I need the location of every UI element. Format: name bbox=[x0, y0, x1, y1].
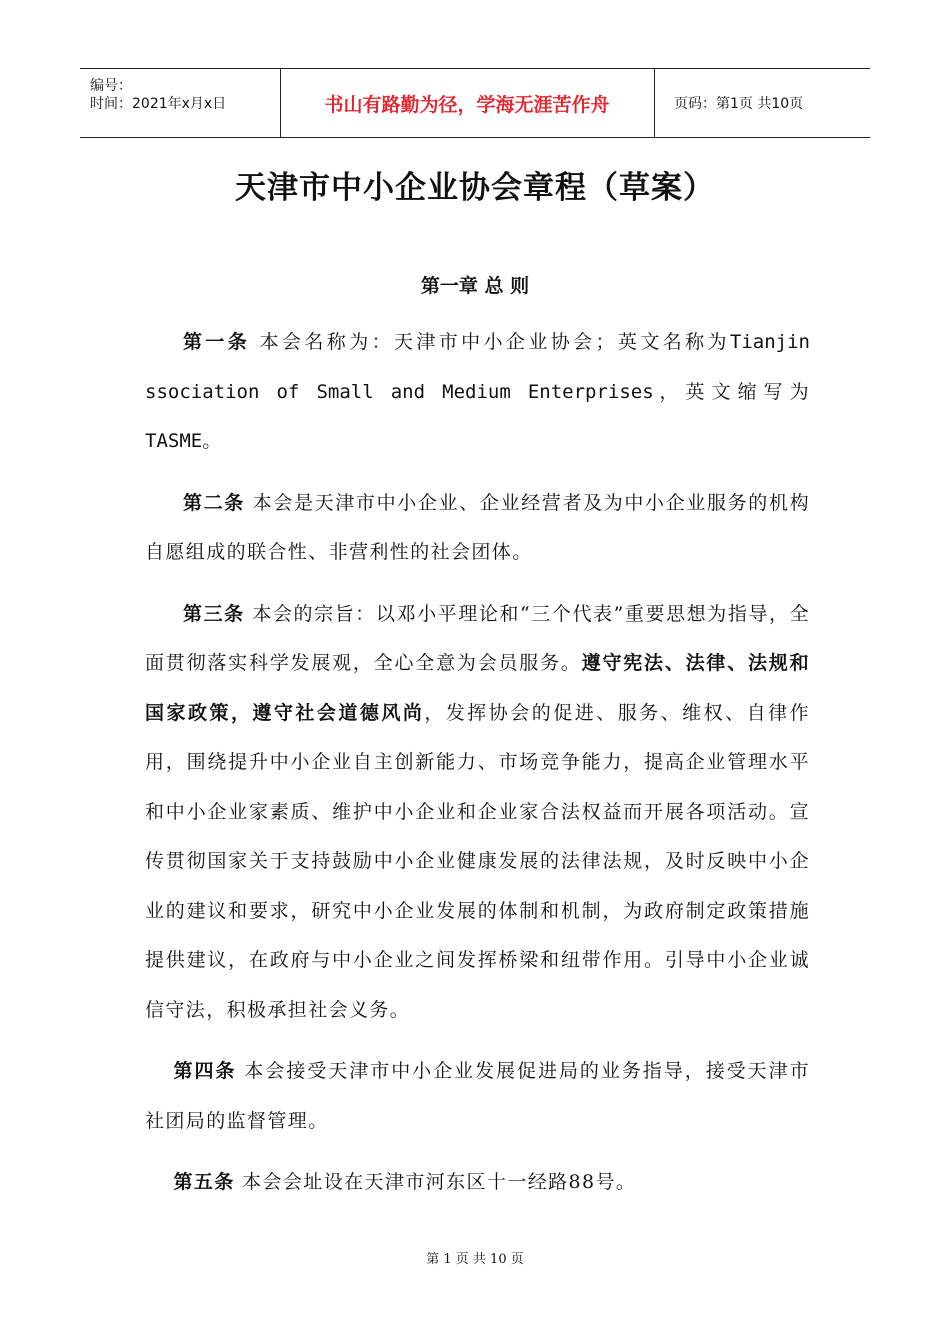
article-4 bbox=[145, 1047, 810, 1146]
document-body bbox=[145, 318, 810, 1208]
header-divider bbox=[654, 69, 655, 137]
header-divider bbox=[280, 69, 281, 137]
header-table bbox=[80, 68, 870, 138]
article-lead: 第五条 bbox=[173, 1171, 235, 1193]
header-number-label: 编号： bbox=[90, 78, 132, 94]
article-text: 本会会址设在天津市河东区十一经路88号。 bbox=[242, 1171, 637, 1193]
article-text-latin: TASME bbox=[145, 430, 203, 452]
article-1 bbox=[145, 318, 810, 467]
header-motto: 书山有路勤为径，学海无涯苦作舟 bbox=[324, 93, 610, 116]
article-text: 本会接受天津市中小企业发展促进局的业务指导，接受天津市社团局的监督管理。 bbox=[145, 1060, 810, 1132]
article-text: 。 bbox=[202, 430, 223, 452]
document-title: 天津市中小企业协会章程（草案） bbox=[235, 170, 715, 206]
page-footer: 第 1 页 共 10 页 bbox=[426, 1252, 524, 1267]
article-text-bold: 遵守宪法、法律、法规和国家政策，遵守社会道德风尚 bbox=[145, 652, 811, 724]
article-text-latin: Tianjin ssociation of Small and Medium Enterprises bbox=[145, 331, 810, 403]
article-text: ，英文缩写为 bbox=[653, 380, 811, 403]
article-lead: 第二条 bbox=[183, 491, 245, 514]
chapter-heading: 第一章 总 则 bbox=[420, 275, 530, 297]
article-lead: 第四条 bbox=[173, 1060, 237, 1082]
article-5 bbox=[145, 1158, 810, 1208]
article-2 bbox=[145, 479, 810, 578]
article-text: 本会的宗旨：以邓小平理论和“三个代表”重要思想为指导，全面贯彻落实科学发展观，全心全意为会员服务。 bbox=[145, 602, 810, 674]
header-page-text: 页码：第1页 共10页 bbox=[674, 96, 804, 112]
article-text: 本会是天津市中小企业、企业经营者及为中小企业服务的机构自愿组成的联合性、非营利性的社会团体。 bbox=[145, 491, 811, 563]
article-lead: 第一条 bbox=[183, 331, 251, 353]
article-text: ，发挥协会的促进、服务、维权、自律作用，围绕提升中小企业自主创新能力、市场竞争能力，提高企业管理水平和中小企业家素质、维护中小企业和企业家合法权益而开展各项活动。宣传贯彻国家关于支持鼓励中小企业健康发展的法律法规，及时反映中小企业的建议和要求，研究中小企业发展的体制和机制，为政府制定政策措施提供建议，在政府与中小企业之间发挥桥梁和纽带作用。引导中小企业诚信守法，积极承担社会义务。 bbox=[145, 701, 810, 1021]
header-meta-cell bbox=[80, 69, 280, 137]
article-text: 本会名称为：天津市中小企业协会；英文名称为 bbox=[259, 331, 730, 353]
article-lead: 第三条 bbox=[183, 602, 245, 625]
article-3 bbox=[145, 590, 810, 1036]
header-date-label: 时间：2021年x月x日 bbox=[90, 96, 227, 112]
header-page-label bbox=[664, 69, 870, 137]
